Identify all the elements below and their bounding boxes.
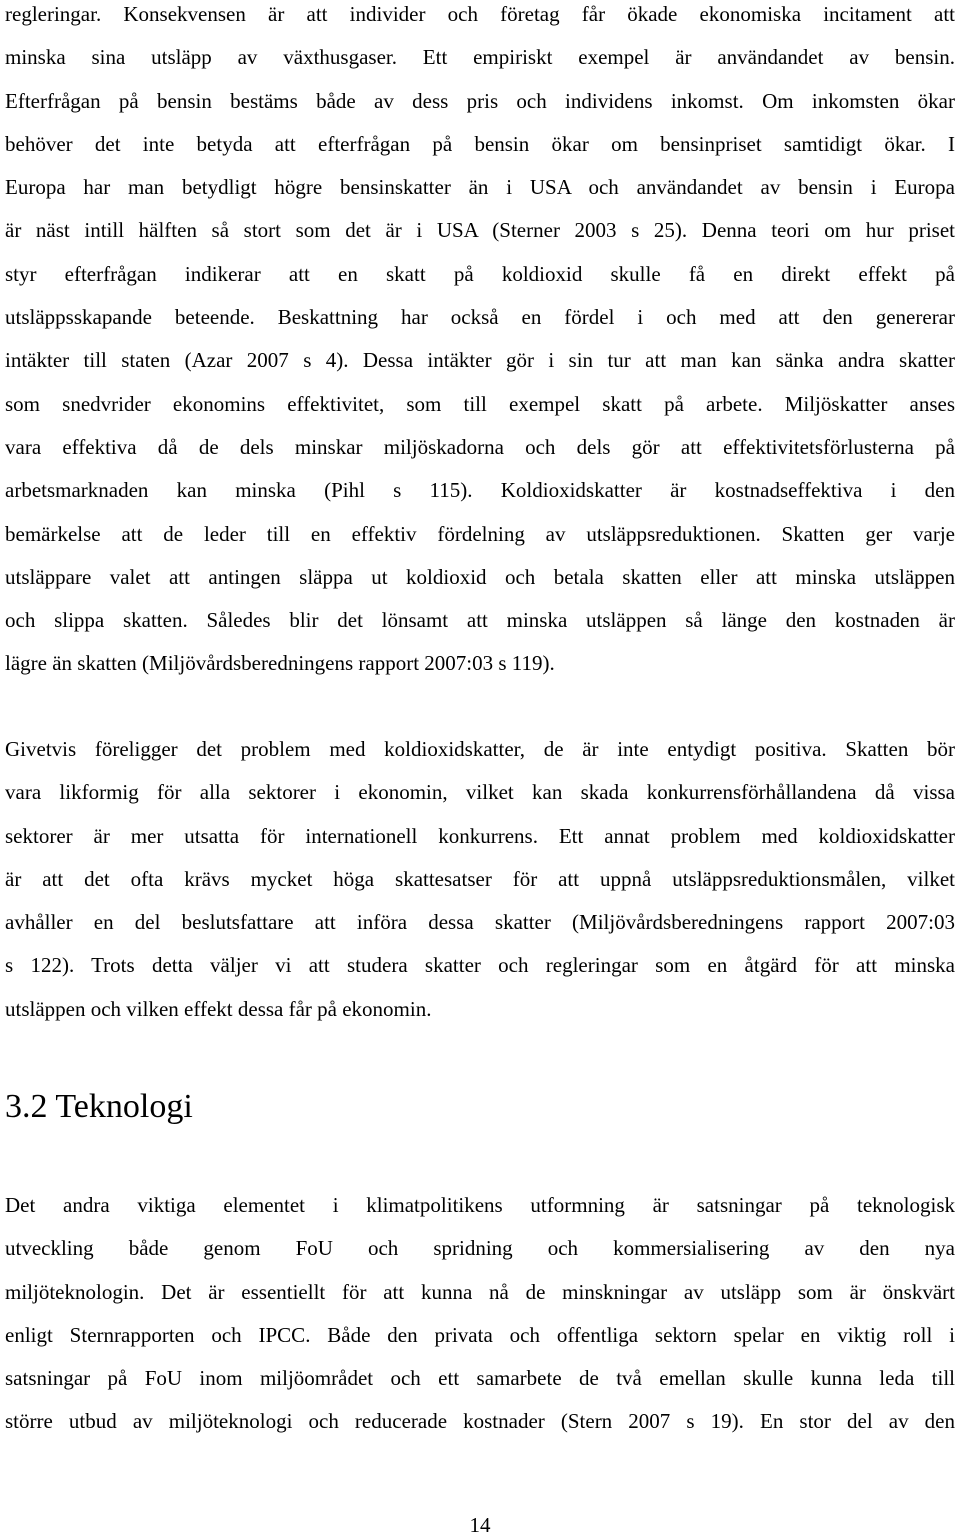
page-number: 14 [469, 1513, 491, 1537]
paragraph-line: satsningar på FoU inom miljöområdet och ett samarbete de två emellan skulle kunna leda till [5, 1366, 955, 1391]
paragraph-line: som snedvrider ekonomins effektivitet, som till exempel skatt på arbete. Miljöskatter anses [5, 391, 955, 416]
paragraph-line: miljöteknologin. Det är essentiellt för att kunna nå de minskningar av utsläpp som är önskvärt [5, 1279, 955, 1304]
paragraph-line: utsläppare valet att antingen släppa ut koldioxid och betala skatten eller att minska utsläppen [5, 564, 955, 589]
paragraph-line: Efterfrågan på bensin bestäms både av dess pris och individens inkomst. Om inkomsten ökar [5, 88, 955, 113]
paragraph-line: utveckling både genom FoU och spridning och kommersialisering av den nya [5, 1236, 955, 1261]
paragraph-line: avhåller en del beslutsfattare att införa dessa skatter (Miljövårdsberedningens rapport 2007:03 [5, 910, 955, 935]
body-paragraph-2 [5, 728, 955, 1031]
paragraph-line: Givetvis föreligger det problem med koldioxidskatter, de är inte entydigt positiva. Skatten bör [5, 737, 955, 761]
paragraph-line: större utbud av miljöteknologi och reducerade kostnader (Stern 2007 s 19). En stor del av den [5, 1409, 955, 1434]
paragraph-line: Det andra viktiga elementet i klimatpolitikens utformning är satsningar på teknologisk [5, 1193, 955, 1217]
paragraph-line: är näst intill hälften så stort som det är i USA (Sterner 2003 s 25). Denna teori om hur priset [5, 218, 955, 243]
section-heading: 3.2 Teknologi [5, 1088, 193, 1125]
paragraph-line: arbetsmarknaden kan minska (Pihl s 115). Koldioxidskatter är kostnadseffektiva i den [5, 478, 955, 503]
paragraph-line: Europa har man betydligt högre bensinskatter än i USA och användandet av bensin i Europa [5, 175, 955, 200]
paragraph-line: sektorer är mer utsatta för internationell konkurrens. Ett annat problem med koldioxidskatter [5, 823, 955, 848]
paragraph-line: vara likformig för alla sektorer i ekonomin, vilket kan skada konkurrensförhållandena då vissa [5, 780, 955, 805]
paragraph-line: minska sina utsläpp av växthusgaser. Ett empiriskt exempel är användandet av bensin. [5, 45, 955, 70]
paragraph-line: är att det ofta krävs mycket höga skattesatser för att uppnå utsläppsreduktionsmålen, vilket [5, 866, 955, 891]
paragraph-line: lägre än skatten (Miljövårdsberedningens rapport 2007:03 s 119). [5, 651, 555, 676]
paragraph-line: intäkter till staten (Azar 2007 s 4). Dessa intäkter gör i sin tur att man kan sänka andra skatter [5, 348, 955, 373]
paragraph-line: behöver det inte betyda att efterfrågan på bensin ökar om bensinpriset samtidigt ökar. I [5, 131, 955, 156]
paragraph-line: styr efterfrågan indikerar att en skatt på koldioxid skulle få en direkt effekt på [5, 261, 955, 286]
paragraph-line: och slippa skatten. Således blir det lönsamt att minska utsläppen så länge den kostnaden är [5, 608, 955, 633]
paragraph-line: s 122). Trots detta väljer vi att studera skatter och regleringar som en åtgärd för att minska [5, 953, 955, 978]
paragraph-line: utsläppsskapande beteende. Beskattning har också en fördel i och med att den genererar [5, 305, 955, 330]
paragraph-line: bemärkelse att de leder till en effektiv fördelning av utsläppsreduktionen. Skatten ger varje [5, 521, 955, 546]
paragraph-line: enligt Sternrapporten och IPCC. Både den privata och offentliga sektorn spelar en viktig roll i [5, 1322, 955, 1347]
paragraph-line: regleringar. Konsekvensen är att individer och företag får ökade ekonomiska incitament att [5, 2, 955, 26]
paragraph-line: vara effektiva då de dels minskar miljöskadorna och dels gör att effektivitetsförlusterna på [5, 434, 955, 459]
body-paragraph-3 [5, 1184, 955, 1444]
body-paragraph-1 [5, 0, 955, 686]
paragraph-line: utsläppen och vilken effekt dessa får på ekonomin. [5, 996, 432, 1021]
